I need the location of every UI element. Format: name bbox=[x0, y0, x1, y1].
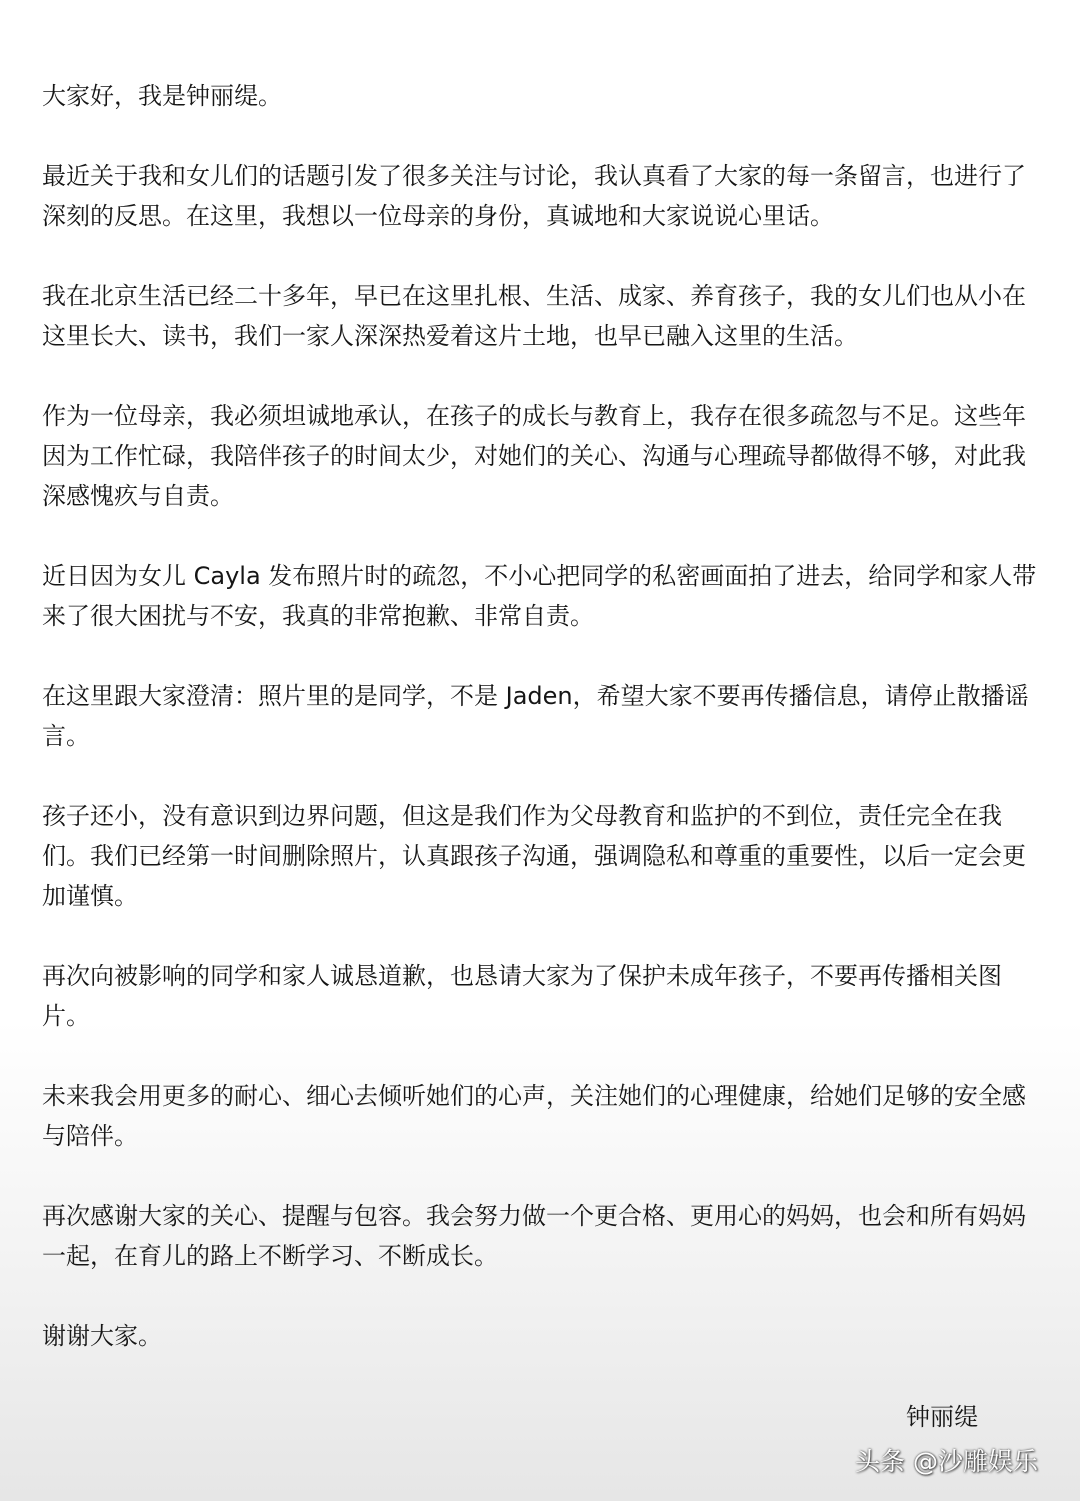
greeting-paragraph: 大家好，我是钟丽缇。 bbox=[42, 82, 282, 110]
responsibility-paragraph: 孩子还小，没有意识到边界问题，但这是我们作为父母教育和监护的不到位，责任完全在我们。我们已经第一时间删除照片，认真跟孩子沟通，强调隐私和尊重的重要性，以后一定会更加谨慎。 bbox=[42, 802, 1026, 910]
watermark-prefix: 头条 bbox=[855, 1447, 906, 1476]
source-watermark bbox=[855, 1444, 1063, 1480]
future-care-paragraph: 未来我会用更多的耐心、细心去倾听她们的心声，关注她们的心理健康，给她们足够的安全感与陪伴。 bbox=[42, 1082, 1026, 1150]
clarification-paragraph: 在这里跟大家澄清：照片里的是同学，不是 Jaden，希望大家不要再传播信息，请停止散播谣言。 bbox=[42, 682, 1029, 750]
beijing-life-paragraph: 我在北京生活已经二十多年，早已在这里扎根、生活、成家、养育孩子，我的女儿们也从小在这里长大、读书，我们一家人深深热爱着这片土地，也早已融入这里的生活。 bbox=[42, 282, 1026, 350]
mother-apology-paragraph: 作为一位母亲，我必须坦诚地承认，在孩子的成长与教育上，我存在很多疏忽与不足。这些年因为工作忙碌，我陪伴孩子的时间太少，对她们的关心、沟通与心理疏导都做得不够，对此我深感愧疚与自责。 bbox=[42, 402, 1026, 510]
watermark-handle: @沙雕娱乐 bbox=[913, 1447, 1039, 1476]
photo-incident-paragraph: 近日因为女儿 Cayla 发布照片时的疏忽，不小心把同学的私密画面拍了进去，给同学和家人带来了很大困扰与不安，我真的非常抱歉、非常自责。 bbox=[42, 562, 1037, 630]
signature: 钟丽缇 bbox=[906, 1403, 978, 1431]
reflection-paragraph: 最近关于我和女儿们的话题引发了很多关注与讨论，我认真看了大家的每一条留言，也进行了深刻的反思。在这里，我想以一位母亲的身份，真诚地和大家说说心里话。 bbox=[42, 162, 1026, 230]
repeat-apology-paragraph: 再次向被影响的同学和家人诚恳道歉，也恳请大家为了保护未成年孩子，不要再传播相关图片。 bbox=[42, 962, 1002, 1030]
closing-paragraph: 谢谢大家。 bbox=[42, 1322, 162, 1350]
thanks-paragraph: 再次感谢大家的关心、提醒与包容。我会努力做一个更合格、更用心的妈妈，也会和所有妈妈一起，在育儿的路上不断学习、不断成长。 bbox=[42, 1202, 1026, 1270]
